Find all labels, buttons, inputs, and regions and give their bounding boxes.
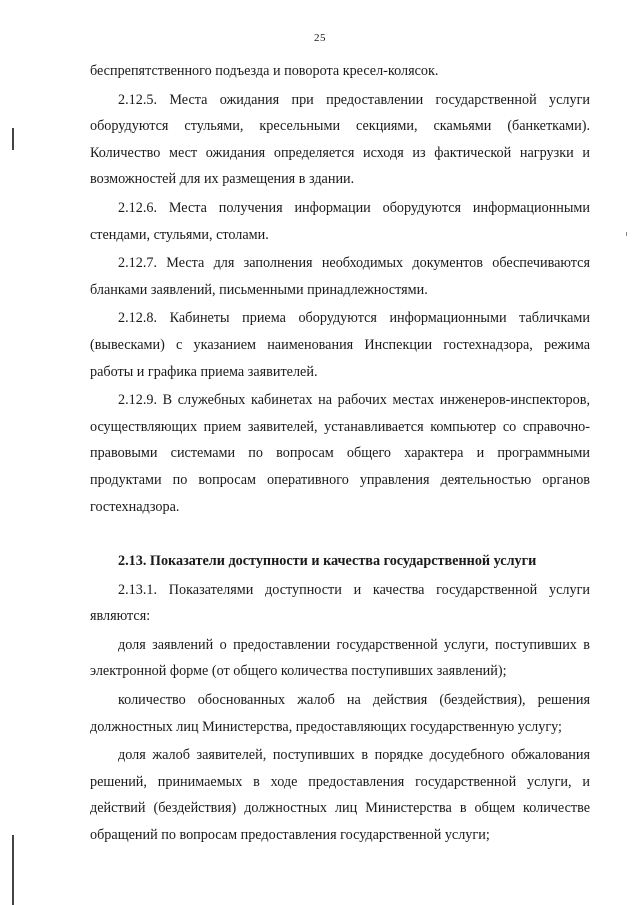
paragraph-2-12-5: 2.12.5. Места ожидания при предоставлении государственной услуги оборудуются стульями, кресельными секциями, скамьями (банкетками). Количество мест ожидания определяется исходя из фактической нагрузки и возможностей для их размещения в здании. [90, 91, 590, 188]
paragraph-2-12-7: 2.12.7. Места для заполнения необходимых документов обеспечиваются бланками заявлений, письменными принадлежностями. [90, 255, 590, 298]
indicator-pretrial-complaints: доля жалоб заявителей, поступивших в порядке досудебного обжалования решений, принимаемых в ходе предоставления государственной услуги, и действий (бездействия) должностных лиц Министерства в общем количестве обращений по вопросам предоставления государственной услуги; [90, 747, 590, 844]
left-margin-mark-top [12, 128, 14, 150]
section-heading-2-13: 2.13. Показатели доступности и качества государственной услуги [118, 553, 537, 570]
paragraph-continuation: беспрепятственного подъезда и поворота кресел-колясок. [90, 63, 439, 79]
indicator-justified-complaints: количество обоснованных жалоб на действия (бездействия), решения должностных лиц Министерства, предоставляющих государственную услугу; [90, 692, 590, 735]
paragraph-2-12-9: 2.12.9. В служебных кабинетах на рабочих местах инженеров-инспекторов, осуществляющих прием заявителей, устанавливается компьютер со справочно-правовыми системами по вопросам общего характера и программными продуктами по вопросам оперативного управления деятельностью органов гостехнадзора. [90, 392, 590, 515]
document-body [90, 58, 590, 851]
indicator-electronic-applications: доля заявлений о предоставлении государственной услуги, поступивших в электронной форме (от общего количества поступивших заявлений); [90, 636, 590, 680]
page-number: 25 [314, 32, 326, 44]
paragraph-2-12-8: 2.12.8. Кабинеты приема оборудуются информационными табличками (вывесками) с указанием наименования Инспекции гостехнадзора, режима работы и графика приема заявителей. [90, 310, 590, 380]
right-margin-mark [626, 232, 627, 236]
left-margin-mark-bottom [12, 835, 14, 905]
paragraph-2-13-1: 2.13.1. Показателями доступности и качества государственной услуги являются: [90, 581, 590, 625]
paragraph-2-12-6: 2.12.6. Места получения информации оборудуются информационными стендами, стульями, столами. [90, 199, 590, 243]
